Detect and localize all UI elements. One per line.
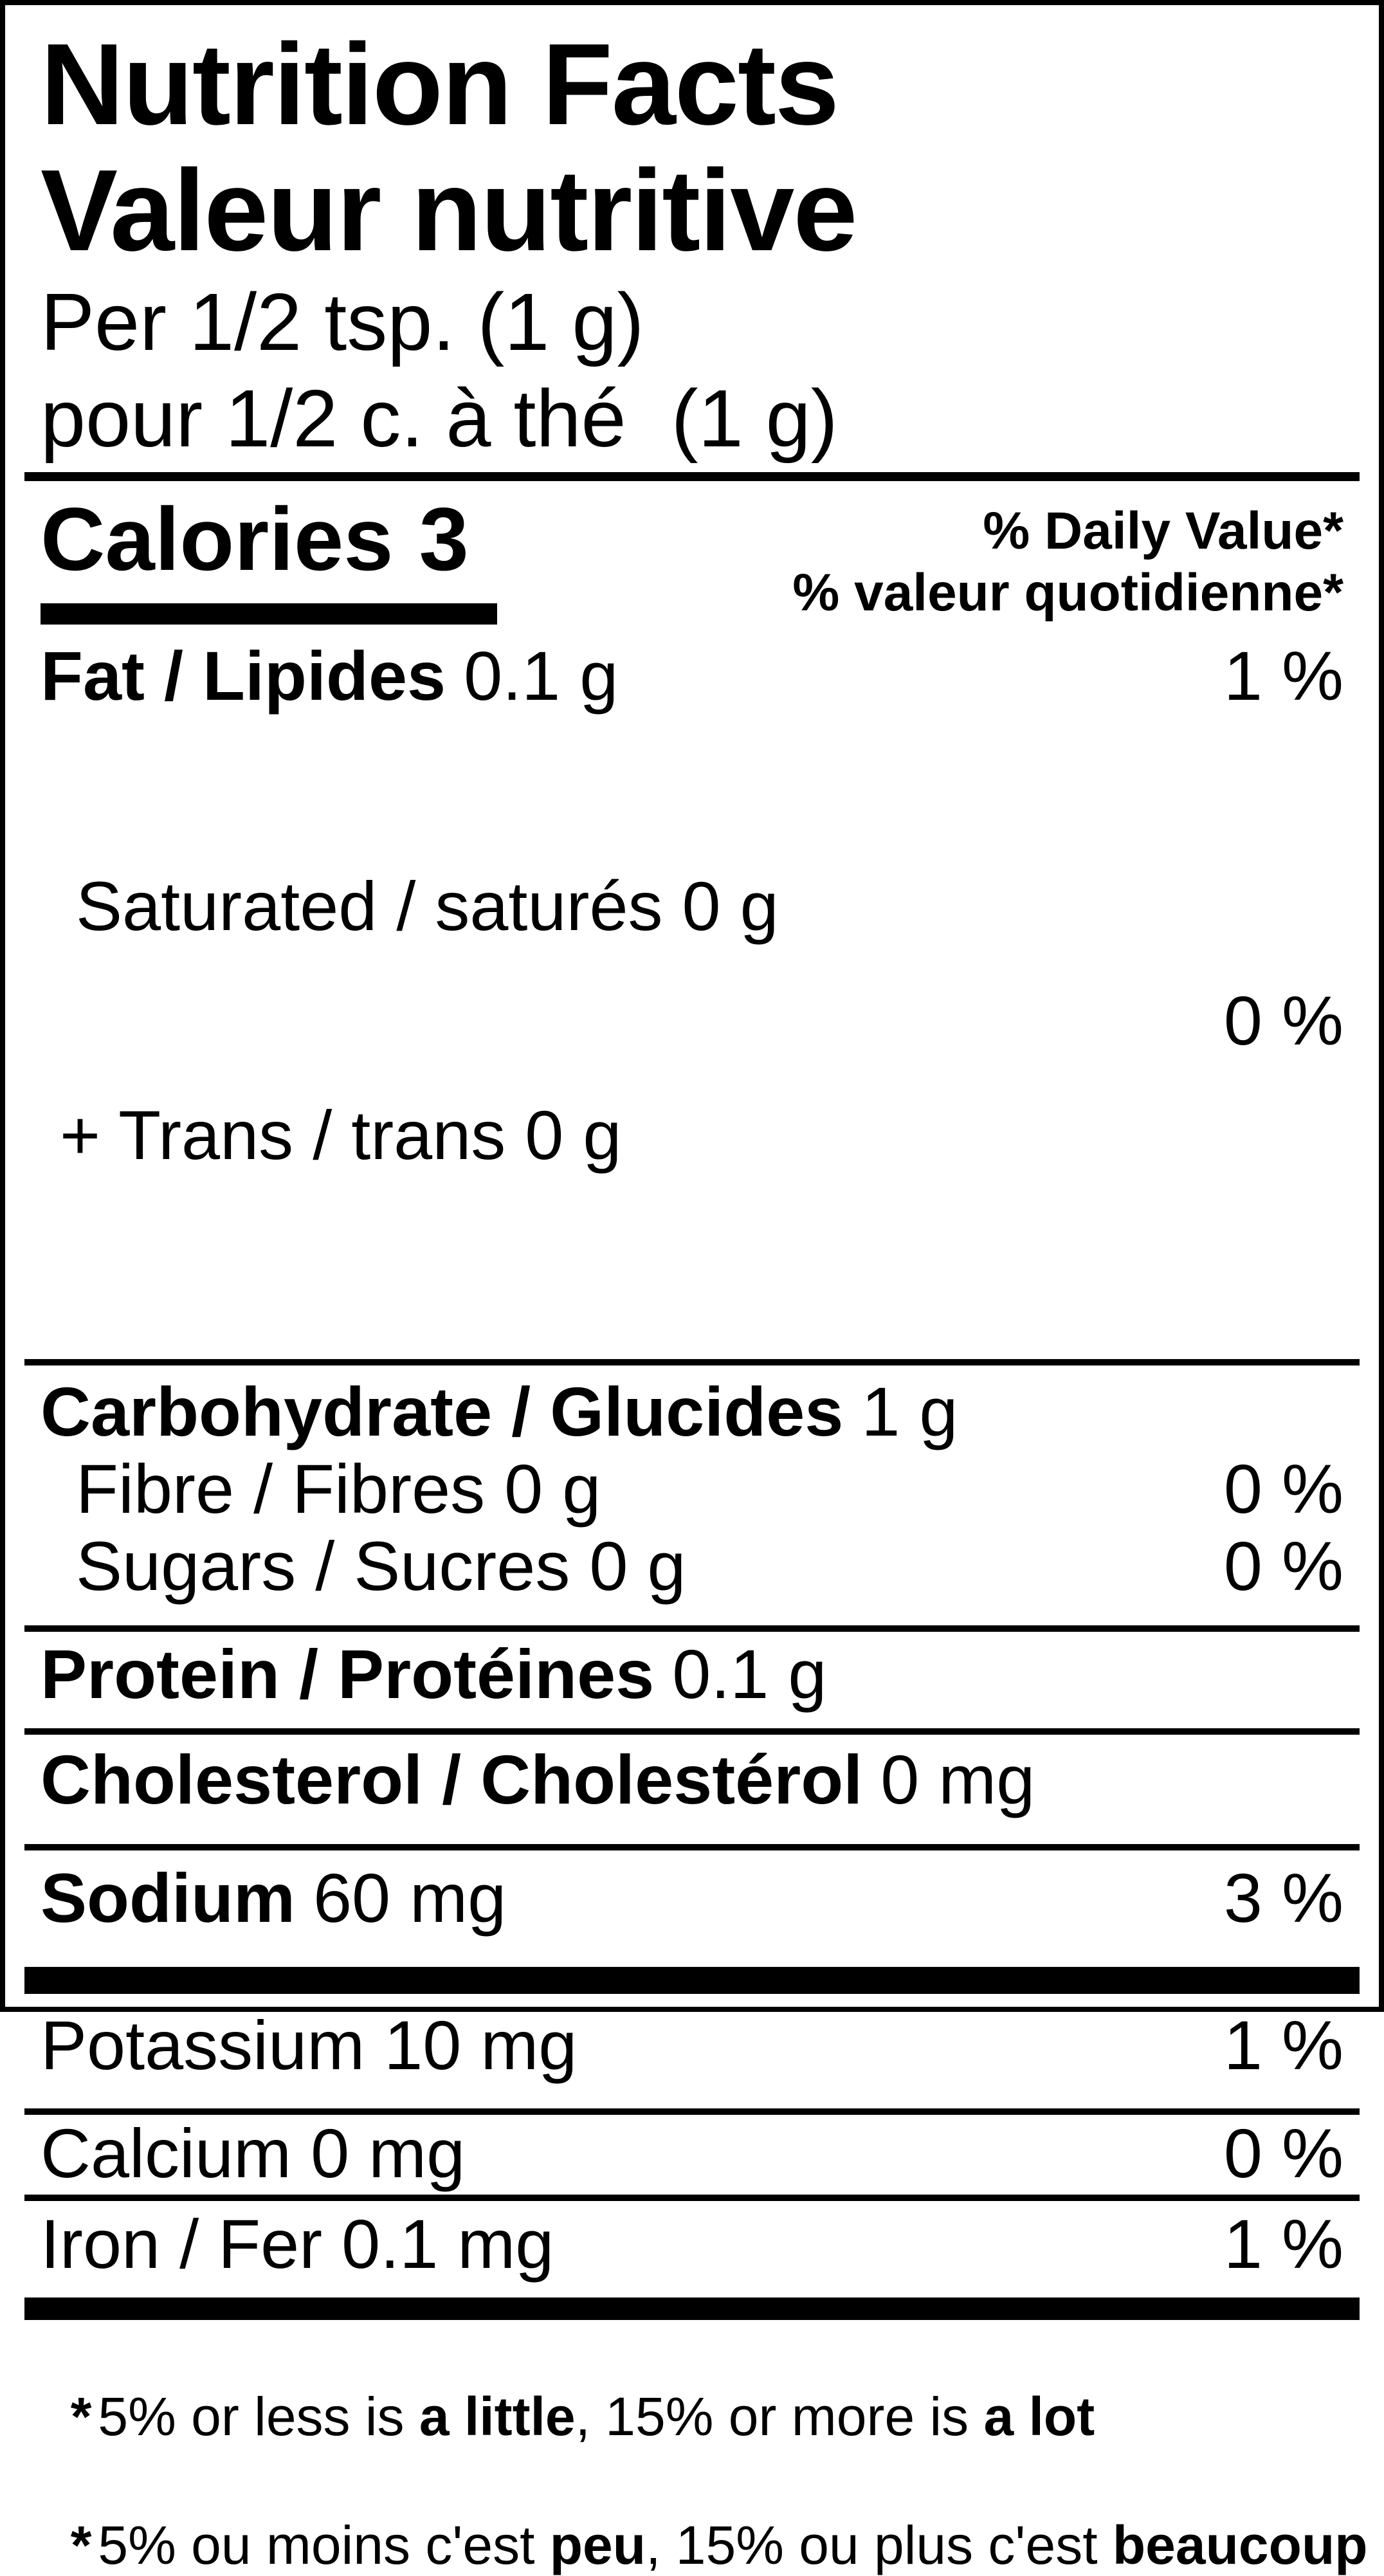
serving-size-english: Per 1/2 tsp. (1 g)	[41, 277, 644, 367]
row-saturated-trans	[41, 715, 1343, 1327]
cholesterol-name: Cholesterol / Cholestérol 0 mg	[41, 1740, 1035, 1818]
title-english: Nutrition Facts	[41, 20, 839, 149]
calories-label: Calories	[41, 489, 394, 589]
thick-divider-sodium	[24, 1967, 1360, 1994]
calcium-name: Calcium 0 mg	[41, 2114, 466, 2192]
divider-fat-carb	[24, 1359, 1360, 1366]
row-iron	[41, 2207, 1343, 2281]
saturated-trans-lines	[41, 715, 779, 1327]
carbohydrate-name: Carbohydrate / Glucides 1 g	[41, 1373, 958, 1450]
row-cholesterol	[41, 1741, 1343, 1818]
row-protein	[41, 1636, 1343, 1713]
calcium-daily-value: 0 %	[1223, 2114, 1343, 2192]
iron-name: Iron / Fer 0.1 mg	[41, 2205, 554, 2283]
potassium-name: Potassium 10 mg	[41, 2006, 578, 2084]
sodium-daily-value: 3 %	[1223, 1859, 1343, 1937]
daily-value-header-french: % valeur quotidienne*	[792, 563, 1343, 622]
fat-daily-value: 1 %	[1223, 637, 1343, 715]
divider-protein-cholesterol	[24, 1728, 1360, 1735]
calories-section	[41, 485, 1343, 622]
title-french: Valeur nutritive	[41, 146, 857, 275]
divider-cholesterol-sodium	[24, 1844, 1360, 1850]
fibre-name: Fibre / Fibres 0 g	[76, 1450, 601, 1528]
row-calcium	[41, 2115, 1343, 2192]
daily-value-header	[792, 500, 1343, 624]
saturated-trans-daily-value: 0 %	[1223, 982, 1343, 1059]
asterisk-icon: *	[70, 2515, 92, 2575]
sugars-daily-value: 0 %	[1223, 1527, 1343, 1605]
row-sugars	[41, 1528, 1343, 1605]
sugars-name: Sugars / Sucres 0 g	[76, 1527, 686, 1605]
potassium-daily-value: 1 %	[1223, 2006, 1343, 2084]
divider-carb-protein	[24, 1625, 1360, 1632]
thick-divider-bottom	[24, 2297, 1360, 2320]
calories-value: 3	[419, 489, 469, 589]
row-potassium	[41, 2007, 1343, 2084]
fibre-daily-value: 0 %	[1223, 1450, 1343, 1528]
row-sodium	[41, 1859, 1343, 1937]
trans-line: + Trans / trans 0 g	[60, 1096, 622, 1174]
asterisk-icon: *	[70, 2386, 92, 2447]
row-carbohydrate	[41, 1373, 1343, 1450]
calories-underline	[41, 603, 497, 625]
protein-name: Protein / Protéines 0.1 g	[41, 1635, 827, 1713]
footnote-french: * 5% ou moins c'est peu, 15% ou plus c'est beaucoup	[70, 2515, 1368, 2575]
daily-value-header-english: % Daily Value*	[983, 502, 1343, 560]
fat-name: Fat / Lipides 0.1 g	[41, 637, 619, 715]
footnote-english: * 5% or less is a little, 15% or more is a lot	[70, 2386, 1095, 2447]
row-fibre	[41, 1450, 1343, 1528]
divider-calcium-iron	[24, 2195, 1360, 2201]
iron-daily-value: 1 %	[1223, 2205, 1343, 2283]
divider-top	[24, 472, 1360, 481]
serving-size-french: pour 1/2 c. à thé (1 g)	[41, 373, 838, 464]
saturated-line: Saturated / saturés 0 g	[76, 867, 779, 945]
sodium-name: Sodium 60 mg	[41, 1859, 507, 1937]
row-fat	[41, 637, 1343, 715]
divider-potassium-calcium	[24, 2108, 1360, 2115]
